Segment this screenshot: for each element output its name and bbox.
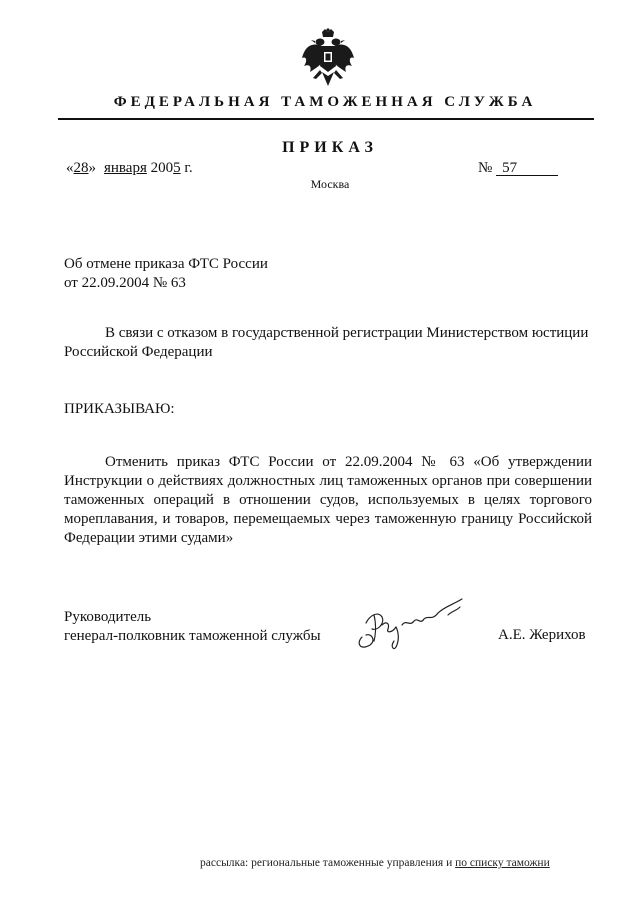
state-emblem-icon xyxy=(300,28,356,88)
body-paragraph: Отменить приказ ФТС России от 22.09.2004 № 63 «Об утверждении Инструкции о действиях должностных лиц таможенных органов при совершении таможенных операций в отношении судов, используемых в целях торгового мореплавания, и товаров, перемещаемых через таможенную границу Российской Федерации этими судами» xyxy=(64,454,592,546)
signatory-title-line-2: генерал-полковник таможенной службы xyxy=(64,628,321,644)
distribution-list: по списку таможни xyxy=(455,857,550,869)
date-day: 28 xyxy=(73,160,89,176)
order-directive-word: ПРИКАЗЫВАЮ: xyxy=(64,401,175,417)
date-year-prefix: 200 xyxy=(150,160,174,176)
number-value: 57 xyxy=(496,161,558,176)
distribution-text: региональные таможенные управления и xyxy=(251,857,453,869)
city: Москва xyxy=(310,177,350,191)
distribution-label: рассылка: xyxy=(200,857,249,869)
date-year-unit: г. xyxy=(184,160,193,176)
signatory-title xyxy=(64,608,321,646)
signatory-title-line-1: Руководитель xyxy=(64,609,152,625)
document-type-title: ПРИКАЗ xyxy=(282,139,378,156)
number-prefix: № xyxy=(478,160,493,176)
distribution-note xyxy=(200,857,550,869)
subject-line-1: Об отмене приказа ФТС России xyxy=(64,256,268,272)
date-year-suffix: 5 xyxy=(173,160,181,176)
order-subject xyxy=(64,255,268,293)
subject-line-2: от 22.09.2004 № 63 xyxy=(64,275,186,291)
order-number xyxy=(478,160,558,177)
handwritten-signature-icon xyxy=(352,593,470,653)
preamble-paragraph: В связи с отказом в государственной регистрации Министерством юстиции Российской Федерации xyxy=(64,325,589,360)
agency-name: ФЕДЕРАЛЬНАЯ ТАМОЖЕННАЯ СЛУЖБА xyxy=(113,94,537,110)
order-date: «28» января 2005 г. xyxy=(66,160,193,176)
signatory-name: А.Е. Жерихов xyxy=(498,627,586,643)
date-month: января xyxy=(104,160,147,176)
header-divider xyxy=(58,118,594,120)
